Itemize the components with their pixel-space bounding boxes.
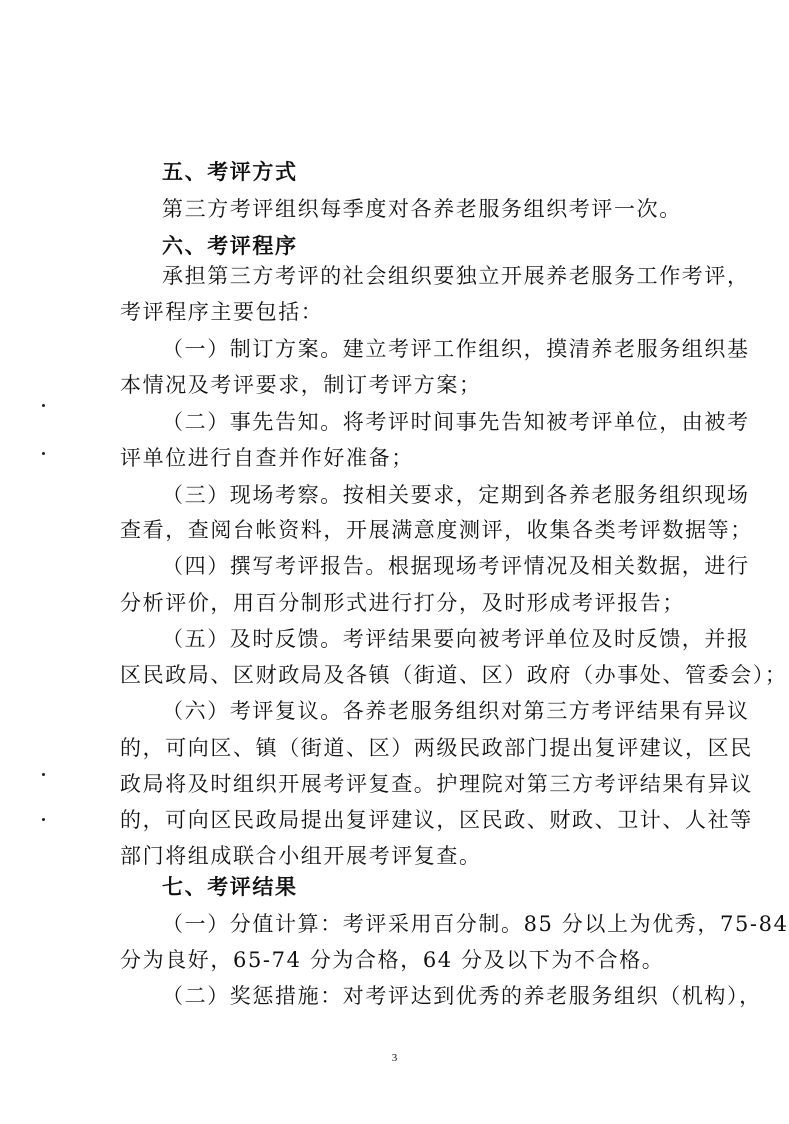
paragraph-line: （一）制订方案。建立考评工作组织，摸清养老服务组织基	[162, 337, 750, 361]
paragraph-line: 评单位进行自查并作好准备；	[120, 446, 414, 470]
paragraph-line: 第三方考评组织每季度对各养老服务组织考评一次。	[162, 197, 682, 221]
scan-mark	[42, 818, 45, 821]
paragraph-line: 考评程序主要包括：	[120, 300, 324, 324]
paragraph-line: （一）分值计算：考评采用百分制。85 分以上为优秀，75-84	[162, 912, 789, 936]
paragraph-line: （四）撰写考评报告。根据现场考评情况及相关数据，进行	[162, 554, 750, 578]
paragraph-line: （五）及时反馈。考评结果要向被考评单位及时反馈，并报	[162, 627, 750, 651]
paragraph-line: 本情况及考评要求，制订考评方案；	[120, 373, 482, 397]
scan-mark	[42, 773, 45, 776]
paragraph-line: 部门将组成联合小组开展考评复查。	[120, 844, 482, 868]
section-heading-7: 七、考评结果	[162, 875, 298, 899]
paragraph-line: （二）事先告知。将考评时间事先告知被考评单位，由被考	[162, 410, 750, 434]
paragraph-line: （六）考评复议。各养老服务组织对第三方考评结果有异议	[162, 699, 750, 723]
paragraph-line: 承担第三方考评的社会组织要独立开展养老服务工作考评，	[162, 264, 750, 288]
paragraph-line: 的，可向区民政局提出复评建议，区民政、财政、卫计、人社等	[120, 808, 753, 832]
page-number: 3	[391, 1052, 398, 1064]
section-heading-5: 五、考评方式	[162, 160, 298, 184]
paragraph-line: 分析评价，用百分制形式进行打分，及时形成考评报告；	[120, 591, 685, 615]
paragraph-line: （二）奖惩措施：对考评达到优秀的养老服务组织（机构），	[162, 984, 762, 1008]
paragraph-line: 政局将及时组织开展考评复查。护理院对第三方考评结果有异议	[120, 772, 753, 796]
scan-mark	[42, 452, 45, 455]
paragraph-line: （三）现场考察。按相关要求，定期到各养老服务组织现场	[162, 483, 750, 507]
scan-mark	[42, 404, 45, 407]
section-heading-6: 六、考评程序	[162, 234, 298, 258]
paragraph-line: 查看，查阅台帐资料，开展满意度测评，收集各类考评数据等；	[120, 518, 753, 542]
paragraph-line: 区民政局、区财政局及各镇（街道、区）政府（办事处、管委会）；	[120, 663, 788, 687]
paragraph-line: 的，可向区、镇（街道、区）两级民政部门提出复评建议，区民	[120, 736, 753, 760]
paragraph-line: 分为良好，65-74 分为合格，64 分及以下为不合格。	[120, 948, 665, 972]
